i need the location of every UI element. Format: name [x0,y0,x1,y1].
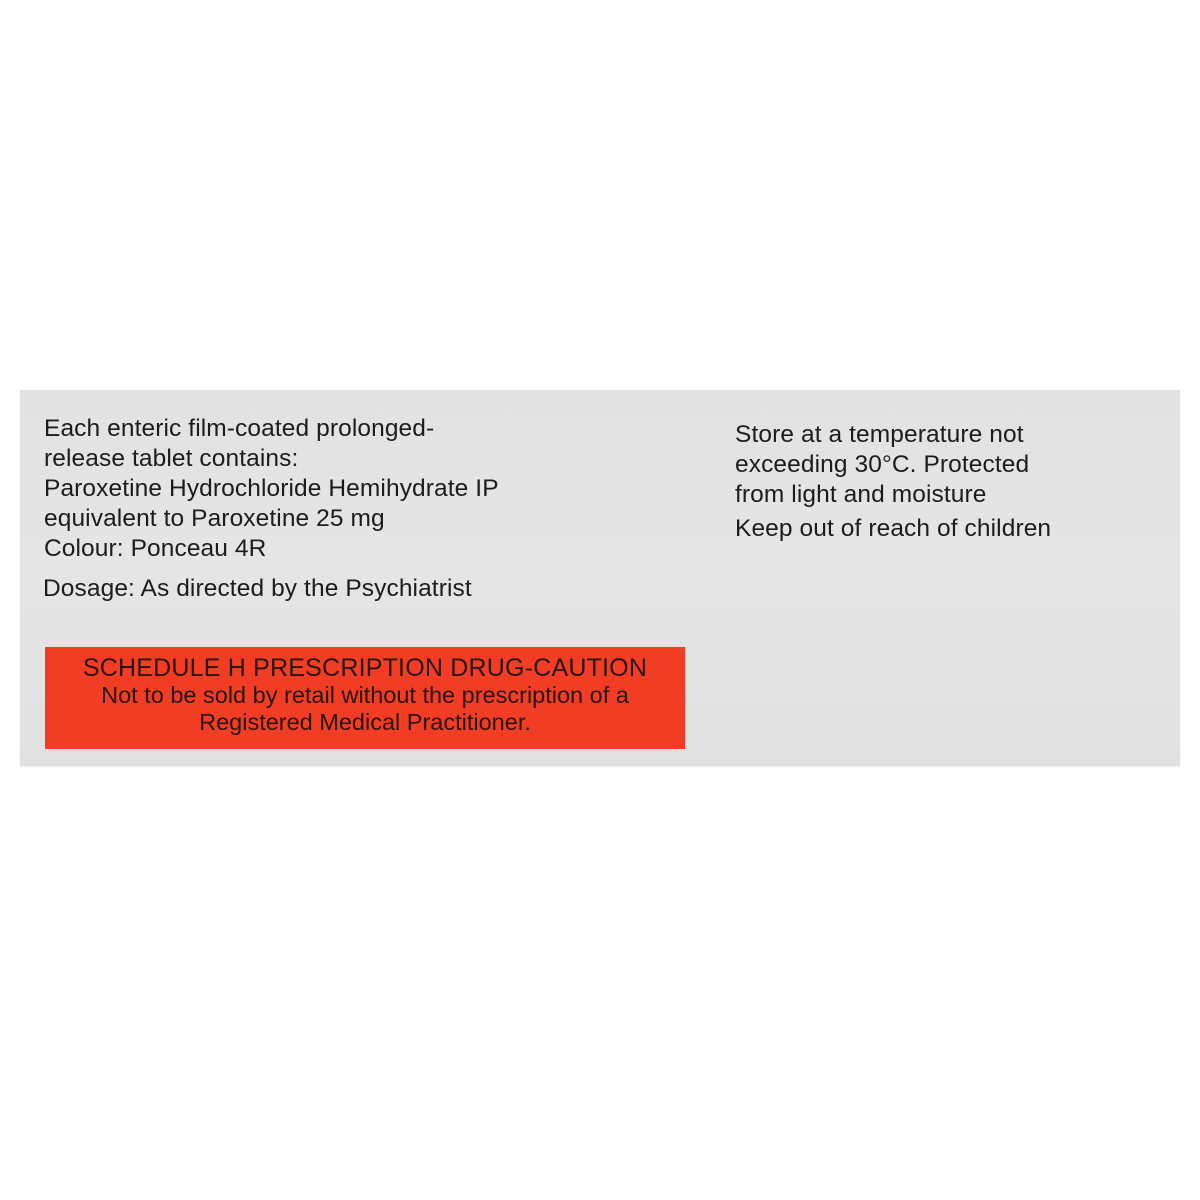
composition-line: Each enteric film-coated prolonged- [44,415,435,442]
children-warning: Keep out of reach of children [735,515,1052,542]
storage-line: Store at a temperature not [735,421,1024,448]
composition-line: equivalent to Paroxetine 25 mg [44,505,385,532]
storage-line: from light and moisture [735,481,987,508]
caution-line: Not to be sold by retail without the prescription of a [101,682,629,708]
dosage-text: Dosage: As directed by the Psychiatrist [43,575,472,602]
caution-title: SCHEDULE H PRESCRIPTION DRUG-CAUTION [82,654,648,682]
caution-line: Registered Medical Practitioner. [199,709,531,735]
storage-block [735,420,1155,544]
carton-label-panel [20,390,1180,766]
schedule-h-caution-box [45,647,685,749]
composition-line: release tablet contains: [44,445,299,472]
composition-line: Paroxetine Hydrochloride Hemihydrate IP [44,475,499,502]
composition-block [44,414,604,564]
storage-line: exceeding 30°C. Protected [735,451,1030,478]
composition-line: Colour: Ponceau 4R [44,535,267,562]
